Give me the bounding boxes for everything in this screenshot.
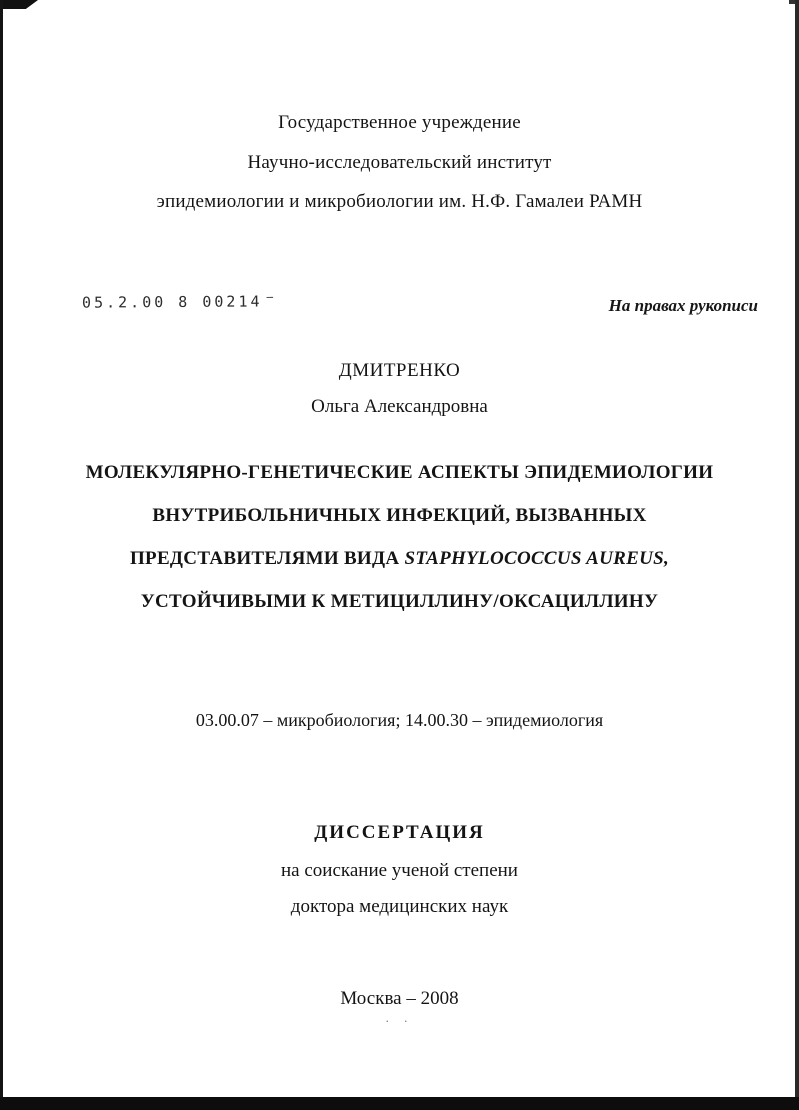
city-year: Москва – 2008: [340, 988, 459, 1009]
title-line-3-species: STAPHYLOCOCCUS AUREUS,: [404, 548, 670, 569]
library-stamp: [82, 290, 273, 311]
specialty-codes: 03.00.07 – микробиология; 14.00.30 – эпидемиология: [195, 710, 604, 730]
author-name: Ольга Александровна: [311, 396, 488, 417]
scan-edge-bottom: [0, 1097, 799, 1110]
title-line-3: [0, 548, 799, 570]
institution-line-3: эпидемиологии и микробиологии им. Н.Ф. Гамалеи РАМН: [156, 191, 643, 212]
author-surname: ДМИТРЕНКО: [338, 360, 461, 381]
title-line-2: ВНУТРИБОЛЬНИЧНЫХ ИНФЕКЦИЙ, ВЫЗВАННЫХ: [152, 505, 647, 526]
title-line-1: МОЛЕКУЛЯРНО-ГЕНЕТИЧЕСКИЕ АСПЕКТЫ ЭПИДЕМИОЛОГИИ: [85, 462, 714, 483]
library-stamp-code: 05.2.00 8 00214: [81, 292, 263, 312]
institution-line-1: Государственное учреждение: [278, 112, 521, 133]
footer-scan-marks: . .: [385, 1010, 414, 1025]
title-line-3-prefix: ПРЕДСТАВИТЕЛЯМИ ВИДА: [129, 548, 405, 569]
work-type: ДИССЕРТАЦИЯ: [314, 822, 485, 843]
stamp-mark: –: [266, 290, 274, 304]
degree-line-1: на соискание ученой степени: [281, 860, 518, 881]
degree-line-2: доктора медицинских наук: [290, 896, 509, 917]
scan-artifact-top-left: [0, 0, 38, 9]
institution-line-2: Научно-исследовательский институт: [247, 152, 552, 173]
title-line-4: УСТОЙЧИВЫМИ К МЕТИЦИЛЛИНУ/ОКСАЦИЛЛИНУ: [140, 591, 659, 612]
manuscript-rights-note: На правах рукописи: [608, 296, 758, 315]
